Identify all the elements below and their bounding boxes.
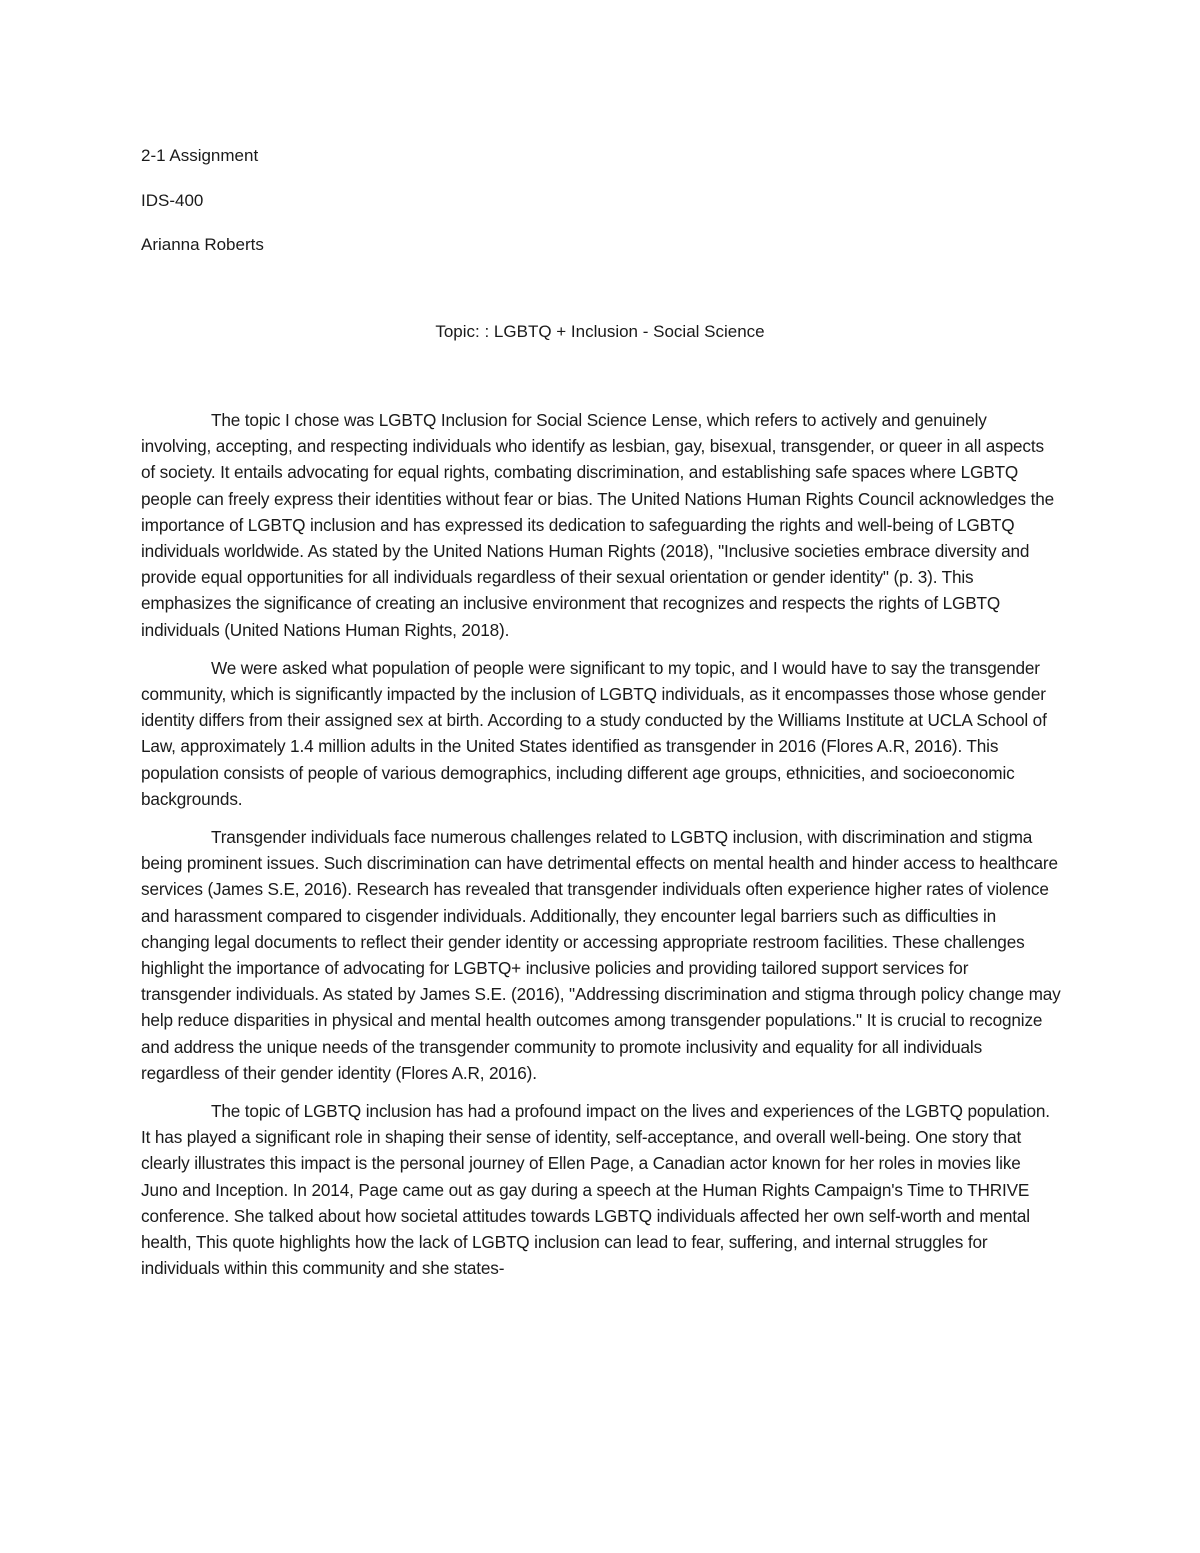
- paragraph-inclusion-definition: The topic I chose was LGBTQ Inclusion for Social Science Lense, which refers to actively and genuinely involving, accepting, and respecting individuals who identify as lesbian, gay, bisexual, transgender, or queer in all aspects of society. It entails advocating for equal rights, combating discrimination, and establishing safe spaces where LGBTQ people can freely express their identities without fear or bias. The United Nations Human Rights Council acknowledges the importance of LGBTQ inclusion and has expressed its dedication to safeguarding the rights and well-being of LGBTQ individuals worldwide. As stated by the United Nations Human Rights (2018), "Inclusive societies embrace diversity and provide equal opportunities for all individuals regardless of their sexual orientation or gender identity" (p. 3). This emphasizes the significance of creating an inclusive environment that recognizes and respects the rights of LGBTQ individuals (United Nations Human Rights, 2018).: [141, 410, 1055, 640]
- course-code: IDS-400: [141, 191, 204, 210]
- author-name: Arianna Roberts: [141, 235, 264, 254]
- paragraph-population: We were asked what population of people were significant to my topic, and I would have to say the transgender community, which is significantly impacted by the inclusion of LGBTQ individuals, as it encompasses those whose gender identity differs from their assigned sex at birth. According to a study conducted by the Williams Institute at UCLA School of Law, approximately 1.4 million adults in the United States identified as transgender in 2016 (Flores A.R, 2016). This population consists of people of various demographics, including different age groups, ethnicities, and socioeconomic backgrounds.: [141, 657, 1047, 809]
- paragraph-challenges: Transgender individuals face numerous challenges related to LGBTQ inclusion, with discrimination and stigma being prominent issues. Such discrimination can have detrimental effects on mental health and hinder access to healthcare services (James S.E, 2016). Research has revealed that transgender individuals often experience higher rates of violence and harassment compared to cisgender individuals. Additionally, they encounter legal barriers such as difficulties in changing legal documents to reflect their gender identity or accessing appropriate restroom facilities. These challenges highlight the importance of advocating for LGBTQ+ inclusive policies and providing tailored support services for transgender individuals. As stated by James S.E. (2016), "Addressing discrimination and stigma through policy change may help reduce disparities in physical and mental health outcomes among transgender populations." It is crucial to recognize and address the unique needs of the transgender community to promote inclusivity and equality for all individuals regardless of their gender identity (Flores A.R, 2016).: [141, 827, 1061, 1083]
- document-body: [141, 407, 1061, 1294]
- document-title: Topic: : LGBTQ + Inclusion - Social Science: [435, 322, 765, 341]
- paragraph-impact: The topic of LGBTQ inclusion has had a profound impact on the lives and experiences of the LGBTQ population. It has played a significant role in shaping their sense of identity, self-acceptance, and overall well-being. One story that clearly illustrates this impact is the personal journey of Ellen Page, a Canadian actor known for her roles in movies like Juno and Inception. In 2014, Page came out as gay during a speech at the Human Rights Campaign's Time to THRIVE conference. She talked about how societal attitudes towards LGBTQ individuals affected her own self-worth and mental health, This quote highlights how the lack of LGBTQ inclusion can lead to fear, suffering, and internal struggles for individuals within this community and she states-: [141, 1101, 1050, 1279]
- assignment-label: 2-1 Assignment: [141, 146, 259, 165]
